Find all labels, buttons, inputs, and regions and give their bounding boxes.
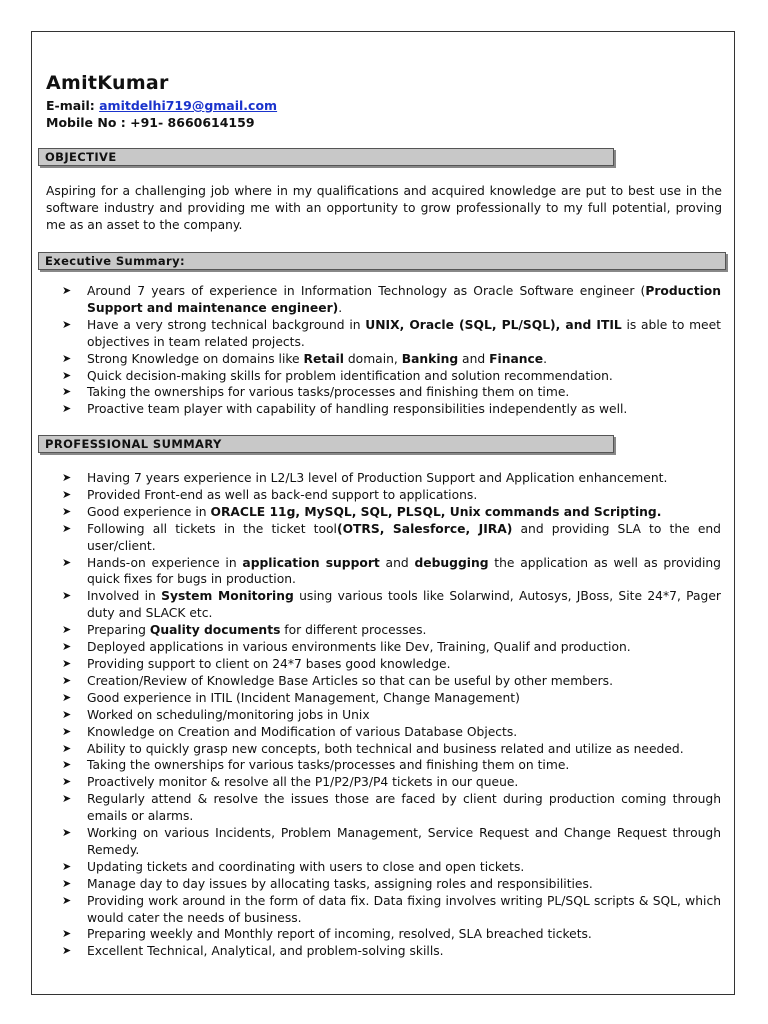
item-text: and providing SLA to the end user/client.	[87, 521, 721, 553]
list-item	[62, 741, 721, 758]
candidate-name: AmitKumar	[46, 72, 169, 94]
item-text: Deployed applications in various environments like Dev, Training, Qualif and production.	[87, 640, 631, 655]
arrow-bullet-icon: ➤	[62, 707, 72, 721]
arrow-bullet-icon: ➤	[62, 317, 72, 331]
item-text: Around 7 years of experience in Information Technology as Oracle Software engineer (	[87, 284, 646, 298]
arrow-bullet-icon: ➤	[62, 927, 72, 941]
item-text: is able to meet objectives in team related projects.	[87, 317, 722, 349]
list-item	[62, 724, 721, 741]
list-item	[62, 487, 721, 504]
arrow-bullet-icon: ➤	[62, 775, 72, 789]
list-item	[62, 690, 721, 707]
list-item	[62, 859, 721, 876]
objective-header: OBJECTIVE	[38, 148, 614, 166]
item-text: Working on various Incidents, Problem Management, Service Request and Change Request through Remedy.	[87, 826, 721, 857]
list-item	[62, 876, 721, 893]
list-item	[62, 470, 721, 487]
list-item	[62, 504, 721, 521]
bold-text: ORACLE 11g, MySQL, SQL, PLSQL, Unix commands and Scripting.	[210, 504, 662, 519]
objective-text: Aspiring for a challenging job where in my qualifications and acquired knowledge are put to best use in the software industry and providing me with an opportunity to grow professionally to my full potential, proving me as an asset to the company.	[46, 184, 722, 232]
list-item	[62, 707, 721, 724]
bold-text: Quality documents	[149, 623, 281, 638]
item-text: Preparing weekly and Monthly report of incoming, resolved, SLA breached tickets.	[87, 927, 592, 942]
bold-text: Production Support and maintenance engineer)	[87, 284, 721, 315]
item-text: Taking the ownerships for various tasks/processes and finishing them on time.	[87, 758, 570, 773]
item-text: Involved in	[87, 589, 162, 604]
item-text: Providing support to client on 24*7 bases good knowledge.	[87, 656, 451, 671]
item-text: Have a very strong technical background in	[87, 317, 366, 332]
arrow-bullet-icon: ➤	[62, 859, 72, 873]
item-text: Updating tickets and coordinating with users to close and open tickets.	[87, 859, 525, 874]
bold-text: Finance	[489, 351, 544, 366]
executive-summary-list	[62, 283, 721, 418]
item-text: .	[543, 351, 548, 366]
email-line	[46, 98, 277, 113]
item-text: Proactive team player with capability of handling responsibilities independently as well.	[87, 402, 628, 417]
mobile-value: +91- 8660614159	[130, 115, 255, 130]
mobile-label: Mobile No :	[46, 115, 126, 130]
arrow-bullet-icon: ➤	[62, 758, 72, 772]
item-text: Worked on scheduling/monitoring jobs in Unix	[87, 707, 370, 722]
arrow-bullet-icon: ➤	[62, 487, 72, 501]
list-item	[62, 317, 721, 351]
item-text: Proactively monitor & resolve all the P1/P2/P3/P4 tickets in our queue.	[87, 775, 519, 790]
item-text: using various tools like Solarwind, Autosys, JBoss, Site 24*7, Pager duty and SLACK etc.	[87, 589, 721, 621]
professional-summary-header: PROFESSIONAL SUMMARY	[38, 435, 614, 453]
bold-text: UNIX, Oracle (SQL, PL/SQL), and ITIL	[365, 317, 622, 332]
list-item	[62, 757, 721, 774]
list-item	[62, 401, 721, 418]
item-text: the application as well as providing quick fixes for bugs in production.	[87, 555, 721, 587]
list-item	[62, 555, 721, 589]
arrow-bullet-icon: ➤	[62, 944, 72, 958]
item-text: domain,	[343, 351, 402, 366]
list-item	[62, 673, 721, 690]
arrow-bullet-icon: ➤	[62, 826, 72, 840]
arrow-bullet-icon: ➤	[62, 656, 72, 670]
list-item	[62, 656, 721, 673]
item-text: and	[458, 351, 490, 366]
bold-text: Banking	[401, 351, 459, 366]
item-text: Providing work around in the form of data fix. Data fixing involves writing PL/SQL scripts & SQL, which would cater the needs of business.	[87, 893, 721, 925]
arrow-bullet-icon: ➤	[62, 385, 72, 399]
list-item	[62, 926, 721, 943]
professional-summary-list	[62, 470, 721, 960]
arrow-bullet-icon: ➤	[62, 402, 72, 416]
item-text: Having 7 years experience in L2/L3 level of Production Support and Application enhancement.	[87, 471, 668, 485]
item-text: Good experience in ITIL (Incident Management, Change Management)	[87, 690, 520, 705]
item-text: and	[379, 555, 415, 570]
list-item	[62, 943, 721, 960]
item-text: Ability to quickly grasp new concepts, both technical and business related and utilize as needed.	[87, 741, 684, 756]
item-text: Following all tickets in the ticket tool	[87, 521, 337, 536]
item-text: .	[338, 300, 343, 315]
bold-text: (OTRS, Salesforce, JIRA)	[336, 521, 513, 536]
arrow-bullet-icon: ➤	[62, 284, 72, 297]
item-text: Strong Knowledge on domains like	[87, 351, 304, 366]
item-text: Preparing	[87, 623, 150, 638]
item-text: Quick decision-making skills for problem identification and solution recommendation.	[87, 368, 613, 383]
email-link[interactable]: amitdelhi719@gmail.com	[99, 98, 278, 113]
list-item	[62, 283, 721, 317]
arrow-bullet-icon: ➤	[62, 471, 72, 484]
arrow-bullet-icon: ➤	[62, 351, 72, 365]
bold-text: debugging	[414, 555, 489, 570]
arrow-bullet-icon: ➤	[62, 673, 72, 687]
list-item	[62, 521, 721, 555]
list-item	[62, 774, 721, 791]
list-item	[62, 791, 721, 825]
item-text: Knowledge on Creation and Modification of various Database Objects.	[87, 724, 518, 739]
arrow-bullet-icon: ➤	[62, 724, 72, 738]
item-text: for different processes.	[280, 623, 427, 638]
arrow-bullet-icon: ➤	[62, 555, 72, 569]
bold-text: application support	[242, 555, 380, 570]
arrow-bullet-icon: ➤	[62, 368, 72, 382]
executive-summary-header: Executive Summary:	[38, 252, 726, 270]
arrow-bullet-icon: ➤	[62, 589, 72, 603]
item-text: Good experience in	[87, 504, 211, 519]
list-item	[62, 639, 721, 656]
arrow-bullet-icon: ➤	[62, 792, 72, 806]
list-item	[62, 351, 721, 368]
arrow-bullet-icon: ➤	[62, 521, 72, 535]
item-text: Regularly attend & resolve the issues those are faced by client during production coming through emails or alarms.	[87, 792, 721, 824]
arrow-bullet-icon: ➤	[62, 893, 72, 907]
bold-text: Retail	[303, 351, 344, 366]
list-item	[62, 368, 721, 385]
item-text: Taking the ownerships for various tasks/processes and finishing them on time.	[87, 385, 570, 400]
item-text: Creation/Review of Knowledge Base Articles so that can be useful by other members.	[87, 673, 613, 688]
item-text: Manage day to day issues by allocating tasks, assigning roles and responsibilities.	[87, 876, 593, 891]
arrow-bullet-icon: ➤	[62, 876, 72, 890]
list-item	[62, 384, 721, 401]
mobile-line	[46, 115, 255, 130]
list-item	[62, 825, 721, 859]
item-text: Excellent Technical, Analytical, and problem-solving skills.	[87, 944, 444, 959]
list-item	[62, 893, 721, 927]
arrow-bullet-icon: ➤	[62, 504, 72, 518]
item-text: Hands-on experience in	[87, 555, 243, 570]
arrow-bullet-icon: ➤	[62, 640, 72, 654]
arrow-bullet-icon: ➤	[62, 741, 72, 755]
arrow-bullet-icon: ➤	[62, 690, 72, 704]
bold-text: System Monitoring	[161, 589, 294, 604]
list-item	[62, 588, 721, 622]
arrow-bullet-icon: ➤	[62, 623, 72, 637]
item-text: Provided Front-end as well as back-end support to applications.	[87, 487, 478, 502]
email-label: E-mail:	[46, 98, 95, 113]
list-item	[62, 622, 721, 639]
